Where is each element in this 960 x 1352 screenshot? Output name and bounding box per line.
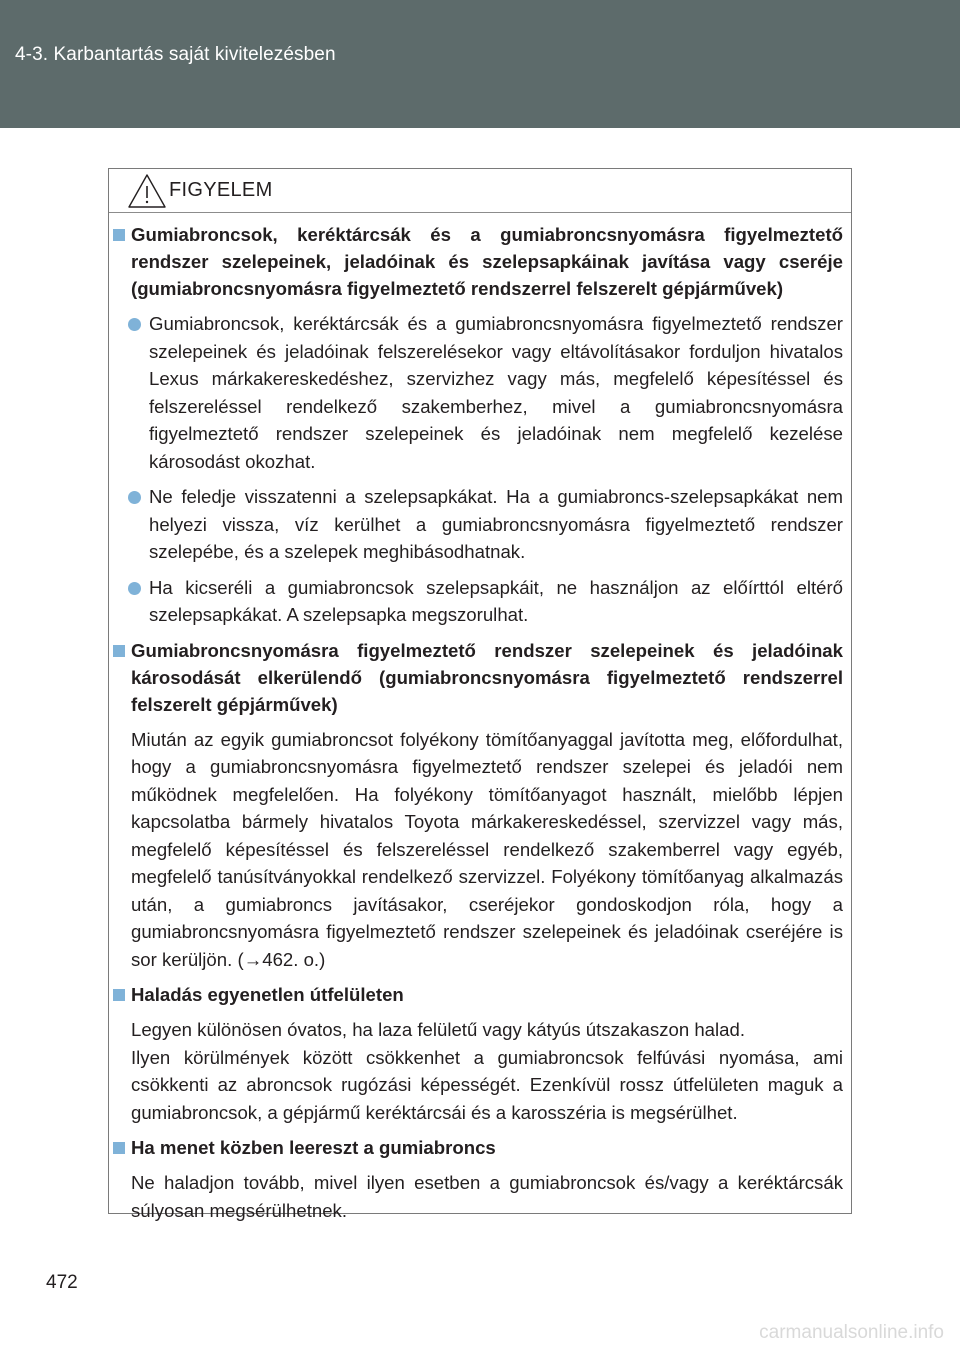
section-title <box>131 221 843 302</box>
round-bullet-icon <box>128 318 141 331</box>
section-title <box>131 1134 843 1161</box>
paragraph: Legyen különösen óvatos, ha laza felületű vagy kátyús útszakaszon halad. <box>131 1019 745 1040</box>
section-title-text: Gumiabroncsok, keréktárcsák és a gumiabroncsnyomásra figyelmeztető rendszer szelepeinek, jeladóinak és szelepsapkáinak javítása vagy cseréje (gumiabroncsnyomásra figyelmeztető rendszerrel felszerelt gépjárművek) <box>131 224 843 299</box>
square-bullet-icon <box>113 1142 125 1154</box>
section-title-text: Haladás egyenetlen útfelületen <box>131 984 404 1005</box>
paragraph: Ilyen körülmények között csökkenhet a gumiabroncsok felfúvási nyomása, ami csökkenti az abroncsok rugózási képességét. Ezenkívül rossz útfelületen maguk a gumiabroncsok, a gépjármű keréktárcsái és a karosszéria is megsérülhet. <box>131 1046 843 1123</box>
round-bullet-icon <box>128 582 141 595</box>
section-title-text: Ha menet közben leereszt a gumiabroncs <box>131 1137 496 1158</box>
warning-title: FIGYELEM <box>169 179 273 201</box>
header-band <box>0 0 960 128</box>
list-item <box>149 574 843 629</box>
section-title <box>131 637 843 718</box>
section-header-title: 4-3. Karbantartás saját kivitelezésben <box>15 44 336 65</box>
section-title <box>131 981 843 1008</box>
warning-triangle-icon <box>127 173 167 209</box>
list-item <box>149 310 843 475</box>
square-bullet-icon <box>113 989 125 1001</box>
page-number: 472 <box>46 1272 78 1293</box>
section-title-text: Gumiabroncsnyomásra figyelmeztető rendszer szelepeinek és jeladóinak károsodását elkerülendő (gumiabroncsnyomásra figyelmeztető rendszerrel felszerelt gépjárművek) <box>131 639 843 715</box>
paragraph: Ne haladjon tovább, mivel ilyen esetben a gumiabroncsok és/vagy a keréktárcsák súlyosan megsérülhetnek. <box>131 1172 843 1221</box>
square-bullet-icon <box>113 229 125 241</box>
list-item-text: Gumiabroncsok, keréktárcsák és a gumiabroncsnyomásra figyelmeztető rendszer szelepeinek és jeladóinak felszerelésekor vagy eltávolításakor forduljon hivatalos Lexus márkakereskedéshez, szervizhez vagy más, megfelelő képesítéssel és felszereléssel rendelkező szakemberhez, mivel a gumiabroncsnyomásra figyelmeztető rendszer szelepeinek és jeladóinak nem megfelelő kezelése károsodást okozhat. <box>149 313 843 472</box>
square-bullet-icon <box>113 645 125 657</box>
round-bullet-icon <box>128 491 141 504</box>
watermark: carmanualsonline.info <box>759 1322 944 1343</box>
paragraph: Miután az egyik gumiabroncsot folyékony tömítőanyaggal javította meg, előfordulhat, hogy a gumiabroncsnyomásra figyelmeztető rendszer szelepei és jeladói nem működnek megfelelően. Ha folyékony tömítőanyagot használt, mielőbb lépjen kapcsolatba bármely hivatalos Toyota márkakereskedéssel, szervizzel vagy más, megfelelő képesítéssel és felszereléssel rendelkező szakemberrel vagy egyéb, megfelelő tanúsítványokkal rendelkező szervizzel. Folyékony tömítőanyag alkalmazás után, a gumiabroncs javításakor, cseréjekor gondoskodjon róla, hogy a gumiabroncsnyomásra figyelmeztető rendszer szelepeinek és jeladóinak cseréjére is sor kerüljön. (→462. o.) <box>131 728 843 970</box>
warning-header <box>109 169 851 213</box>
list-item-text: Ha kicseréli a gumiabroncsok szelepsapkáit, ne használjon az előírttól eltérő szelepsapkákat. A szelepsapka megszorulhat. <box>149 576 843 625</box>
list-item <box>149 483 843 566</box>
warning-box <box>108 168 852 1221</box>
warning-content <box>109 221 853 1224</box>
list-item-text: Ne feledje visszatenni a szelepsapkákat. Ha a gumiabroncs-szelepsapkákat nem helyezi vissza, víz kerülhet a gumiabroncsnyomásra figyelmeztető rendszer szelepébe, és a szelepek meghibásodhatnak. <box>149 486 843 562</box>
